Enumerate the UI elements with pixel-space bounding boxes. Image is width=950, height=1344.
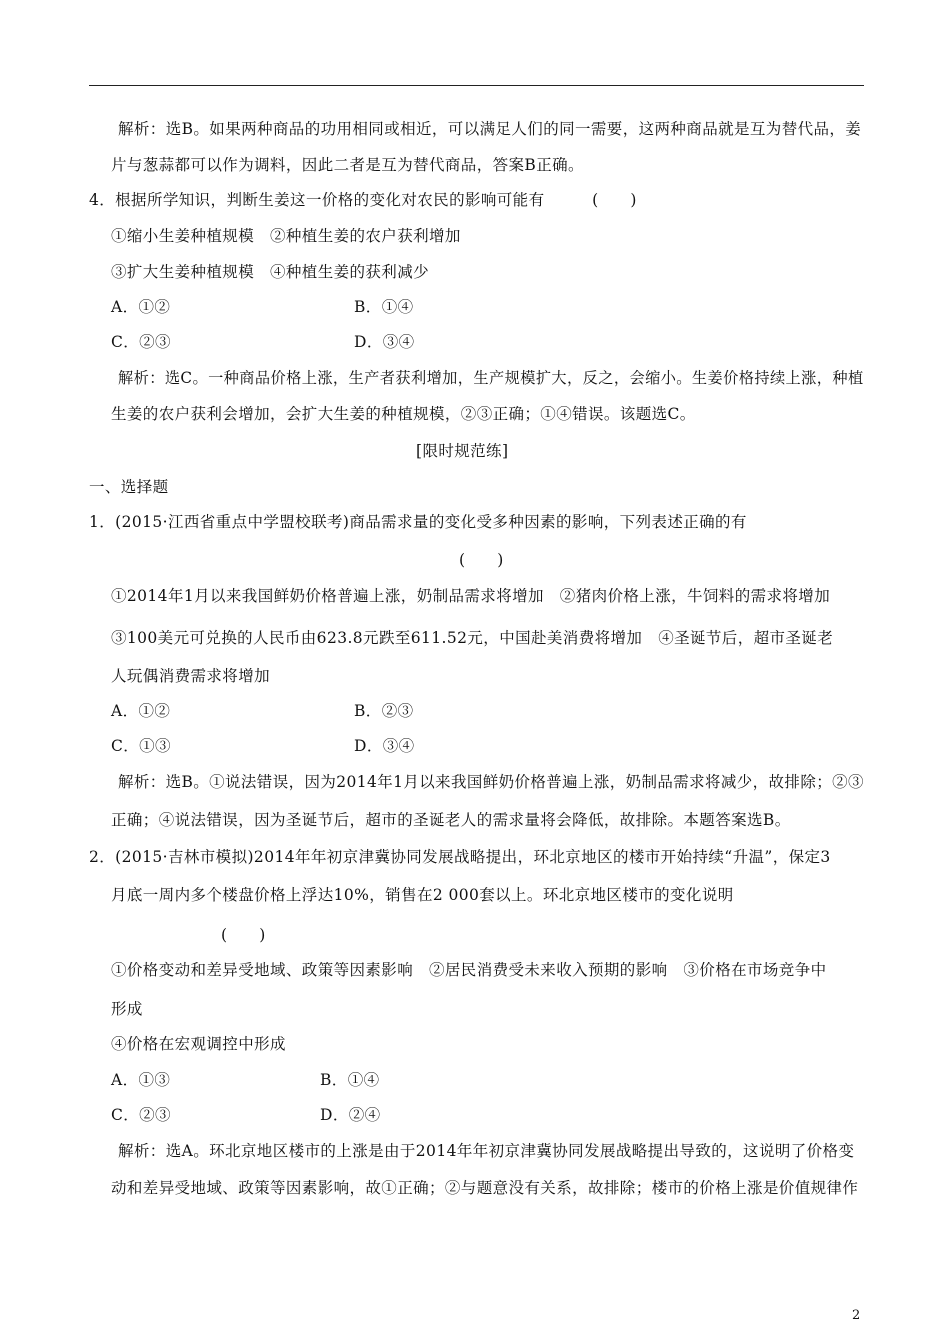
q1-analysis-line-2: 正确；④说法错误，因为圣诞节后，超市的圣诞老人的需求量将会降低，故排除。本题答案选B。 — [111, 811, 791, 829]
q1-analysis-line-1: 解析：选B。①说法错误，因为2014年1月以来我国鲜奶价格普遍上涨，奶制品需求将减少，故排除；②③ — [118, 773, 864, 791]
q2-answer-bracket: ( ) — [221, 926, 266, 944]
q3-analysis-line-1: 解析：选B。如果两种商品的功用相同或相近，可以满足人们的同一需要，这两种商品就是互为替代品，姜 — [118, 120, 862, 138]
q1-item-2: ③100美元可兑换的人民币由623.8元跌至611.52元，中国赴美消费将增加 ④圣诞节后，超市圣诞老 — [111, 629, 834, 647]
q1-option-c: C．①③ — [111, 737, 171, 755]
q2-option-b: B．①④ — [320, 1071, 380, 1089]
q2-option-c: C．②③ — [111, 1106, 171, 1124]
header-rule — [89, 85, 864, 86]
section-heading: 一、选择题 — [89, 478, 169, 496]
q1-stem: 1．(2015·江西省重点中学盟校联考)商品需求量的变化受多种因素的影响，下列表述正确的有 — [89, 513, 747, 531]
q2-item-2: 形成 — [111, 1000, 143, 1018]
q2-option-d: D．②④ — [320, 1106, 381, 1124]
q1-option-d: D．③④ — [354, 737, 415, 755]
q1-option-b: B．②③ — [354, 702, 414, 720]
q1-item-3: 人玩偶消费需求将增加 — [111, 667, 271, 685]
q4-option-a: A．①② — [111, 298, 171, 316]
page-number: 2 — [852, 1308, 861, 1323]
q4-stem: 4．根据所学知识，判断生姜这一价格的变化对农民的影响可能有 ( ) — [89, 191, 637, 209]
q2-item-1: ①价格变动和差异受地域、政策等因素影响 ②居民消费受未来收入预期的影响 ③价格在市场竞争中 — [111, 961, 827, 979]
section-title: [限时规范练] — [416, 442, 509, 460]
q4-item-1: ①缩小生姜种植规模 ②种植生姜的农户获利增加 — [111, 227, 461, 245]
q4-option-d: D．③④ — [354, 333, 415, 351]
q1-answer-bracket: ( ) — [459, 551, 504, 569]
q2-stem-line-1: 2．(2015·吉林市模拟)2014年年初京津冀协同发展战略提出，环北京地区的楼市开始持续“升温”，保定3 — [89, 848, 831, 866]
q4-option-b: B．①④ — [354, 298, 414, 316]
q2-stem-line-2: 月底一周内多个楼盘价格上浮达10%，销售在2 000套以上。环北京地区楼市的变化说明 — [111, 886, 734, 904]
q4-item-2: ③扩大生姜种植规模 ④种植生姜的获利减少 — [111, 263, 430, 281]
q2-analysis-line-2: 动和差异受地域、政策等因素影响，故①正确；②与题意没有关系，故排除；楼市的价格上涨是价值规律作 — [111, 1179, 859, 1197]
q4-analysis-line-1: 解析：选C。一种商品价格上涨，生产者获利增加，生产规模扩大，反之，会缩小。生姜价格持续上涨，种植 — [118, 369, 864, 387]
q2-item-3: ④价格在宏观调控中形成 — [111, 1035, 286, 1053]
q4-analysis-line-2: 生姜的农户获利会增加，会扩大生姜的种植规模，②③正确；①④错误。该题选C。 — [111, 405, 696, 423]
q3-analysis-line-2: 片与葱蒜都可以作为调料，因此二者是互为替代商品，答案B正确。 — [111, 156, 584, 174]
q1-option-a: A．①② — [111, 702, 171, 720]
q2-option-a: A．①③ — [111, 1071, 171, 1089]
q2-analysis-line-1: 解析：选A。环北京地区楼市的上涨是由于2014年年初京津冀协同发展战略提出导致的，这说明了价格变 — [118, 1142, 855, 1160]
q1-item-1: ①2014年1月以来我国鲜奶价格普遍上涨，奶制品需求将增加 ②猪肉价格上涨，牛饲料的需求将增加 — [111, 587, 831, 605]
q4-option-c: C．②③ — [111, 333, 171, 351]
